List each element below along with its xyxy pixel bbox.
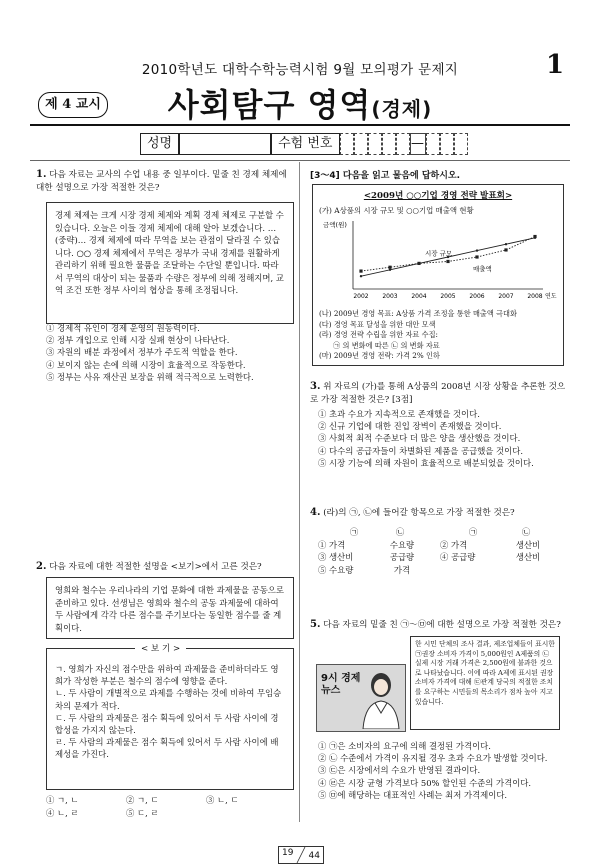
data-point	[446, 260, 449, 263]
data-point	[533, 235, 536, 238]
question-3	[310, 380, 566, 407]
x-tick-label: 2003	[382, 293, 398, 300]
group-header: [3～4] 다음을 읽고 물음에 답하시오.	[310, 171, 461, 181]
q1-passage: 경제 체제는 크게 시장 경제 체제와 계획 경제 체제로 구분할 수 있습니다. 오늘은 이들 경제 체제에 대해 알아 보겠습니다. …(중략)… 경제 체제에 따라 무역을 보는 관점이 달라질 수 있습니다. ○○ 경제 체제에서 무역은 정부가 국내 경제를 원활하게 관리하기 위해 필요한 물품을 조달하는 수단일 뿐입니다. 따라서 무역의 대상이 되는 물품과 수량은 정부에 의해 정해지며, 교역 조건 또한 정부 사이의 협상을 통해 조정됩니다.	[46, 202, 294, 324]
report-title: <2009년 ○○기업 경영 전략 발표회>	[363, 191, 513, 201]
x-tick-label: 2002	[353, 293, 369, 300]
page-number: 1	[546, 50, 565, 80]
q5-option[interactable]: ③ ㉢은 시장에서의 수요가 반영된 결과이다.	[318, 765, 481, 776]
q1-option[interactable]: ④ 보이지 않는 손에 의해 시장이 효율적으로 작동한다.	[46, 359, 246, 370]
news-figure	[316, 636, 566, 732]
data-point	[389, 269, 391, 271]
q1-option[interactable]: ⑤ 정부는 사유 재산권 보장을 위해 적극적으로 노력한다.	[46, 371, 254, 382]
q1-option[interactable]: ③ 자원의 배분 과정에서 정부가 주도적 역할을 한다.	[46, 347, 238, 358]
bogi-item: ㄹ. 두 사람의 과제물은 점수 획득에 있어서 두 사람 사이에 배제성을 가진다.	[55, 737, 279, 760]
q2-bogi-title: < 보 기 >	[135, 642, 186, 654]
subject-sub: (경제)	[371, 97, 433, 121]
bogi-item: ㄴ. 두 사람이 개별적으로 과제를 수행하는 것에 비하여 무임승차의 문제가 적다.	[55, 688, 282, 711]
q3-option[interactable]: ② 신규 기업에 대한 진입 장벽이 존재했을 것이다.	[318, 421, 502, 432]
q4-row	[318, 551, 566, 564]
series-label: 시장 규모	[425, 249, 453, 258]
q4-option-value: 생산비	[515, 552, 541, 562]
data-point	[360, 275, 362, 277]
market-chart	[317, 215, 557, 305]
id-digit-box[interactable]	[440, 133, 454, 155]
id-digit-box[interactable]	[340, 133, 354, 155]
page-footer	[278, 846, 324, 864]
news-text: 한 시민 단체의 조사 결과, 제조업체들이 표시한 ㉠권장 소비자 가격이 5,000원인 A제품의 ㉡실제 시장 거래 가격은 2,500원에 불과한 것으로 나타났습니다. 이에 따라 A제에 표시된 권장 소비자 가격에 대해 ㉢관계 당국의 적절한 조치를 요구하는 시민들의 목소리가 점차 높아 지고 있습니다.	[410, 636, 560, 730]
q2-option[interactable]: ② ㄱ, ㄷ	[126, 795, 159, 805]
q2-number: 2.	[36, 561, 47, 572]
q3-option[interactable]: ④ 다수의 공급자들이 차별화된 제품을 공급했을 것이다.	[318, 445, 523, 456]
question-1	[36, 168, 288, 195]
x-tick-label: 2005	[440, 293, 456, 300]
q1-option[interactable]: ② 정부 개입으로 인해 시장 실패 현상이 나타난다.	[46, 335, 230, 346]
q4-option[interactable]: ② 가격	[440, 539, 468, 550]
report-box	[312, 184, 564, 366]
q3-stem: 위 자료의 (가)를 통해 A상품의 2008년 시장 상황을 추론한 것으로 가장 적절한 것은? [3점]	[310, 382, 566, 405]
data-point	[359, 269, 362, 272]
series-label: 매출액	[473, 265, 492, 273]
id-digit-box[interactable]	[426, 133, 440, 155]
id-digit-box[interactable]	[396, 133, 410, 155]
q2-stem: 다음 자료에 대한 적절한 설명을 <보기>에서 고른 것은?	[49, 562, 262, 572]
data-point	[417, 262, 420, 265]
footer-page: 19	[282, 848, 294, 858]
name-label: 성명	[140, 133, 179, 155]
data-point	[388, 266, 391, 269]
q4-stem: (라)의 ㉠, ㉡에 들어갈 항목으로 가장 적절한 것은?	[323, 508, 515, 518]
q4-option[interactable]: ③ 생산비	[318, 552, 354, 562]
y-axis-label: 금액(원)	[323, 221, 347, 229]
column-divider	[299, 162, 300, 822]
session-badge: 제 4 교시	[38, 92, 108, 118]
q4-options	[318, 526, 566, 576]
q5-option[interactable]: ④ ㉣은 시장 균형 가격보다 50% 할인된 수준의 가격이다.	[318, 777, 532, 788]
name-field[interactable]	[179, 133, 271, 155]
data-point	[475, 255, 478, 258]
q2-option[interactable]: ① ㄱ, ㄴ	[46, 795, 79, 805]
x-tick-label: 2007	[498, 293, 514, 300]
report-items	[319, 309, 517, 362]
candidate-id-row	[140, 133, 468, 153]
report-item-ga: (가) A상품의 시장 규모 및 ○○기업 매출액 현황	[319, 206, 474, 215]
sub-rule	[30, 160, 570, 161]
q4-col-header: ㉡	[521, 527, 531, 537]
q2-passage: 영희와 철수는 우리나라의 기업 문화에 대한 과제물을 공동으로 준비하고 있다. 선생님은 영희와 철수의 공동 과제물에 대하여 두 사람에게 각각 다른 점수를 주기보다는 동일한 점수를 줄 계획이다.	[46, 577, 294, 639]
id-digit-box[interactable]	[354, 133, 368, 155]
q5-option[interactable]: ① ㉠은 소비자의 요구에 의해 결정된 가격이다.	[318, 741, 491, 751]
report-item-ma: (마) 2009년 경영 전략: 가격 2% 인하	[319, 351, 440, 360]
x-tick-label: 2008	[527, 293, 543, 300]
q4-col-header: ㉡	[395, 527, 405, 537]
q1-option[interactable]: ① 경제적 유인이 경제 운영의 원동력이다.	[46, 323, 200, 333]
q2-options	[46, 794, 286, 820]
q5-option[interactable]: ⑤ ㉤에 해당하는 대표적인 사례는 최저 가격제이다.	[318, 789, 508, 800]
q5-stem: 다음 자료의 밑줄 친 ㉠～㉤에 대한 설명으로 가장 적절한 것은?	[323, 620, 561, 630]
subject-title	[0, 80, 600, 126]
q4-option[interactable]: ④ 공급량	[440, 552, 476, 562]
q3-option[interactable]: ③ 사회적 최적 수준보다 더 많은 양을 생산했을 것이다.	[318, 433, 521, 444]
q2-option[interactable]: ⑤ ㄷ, ㄹ	[126, 808, 159, 818]
id-label: 수험 번호	[271, 133, 339, 155]
q2-bogi-box	[46, 648, 294, 790]
news-screen	[316, 664, 406, 732]
news-label: 9시 경제 뉴스	[321, 673, 361, 696]
anchor-icon	[359, 669, 403, 729]
report-item-na: (나) 2009년 경영 목표: A상품 가격 조정을 통한 매출액 극대화	[319, 309, 517, 318]
q4-option-value: 수요량	[389, 539, 415, 550]
q5-option[interactable]: ② ㉡ 수준에서 가격이 유지될 경우 초과 수요가 발생할 것이다.	[318, 753, 548, 764]
q2-option[interactable]: ③ ㄴ, ㄷ	[206, 795, 239, 805]
q1-options	[46, 322, 296, 383]
q4-option[interactable]: ⑤ 수요량	[318, 564, 354, 575]
id-dash: —	[410, 133, 426, 155]
bogi-item: ㄷ. 두 사람의 과제물은 점수 획득에 있어서 두 사람 사이에 경합성을 가지지 않는다.	[55, 712, 279, 736]
q4-option[interactable]: ① 가격	[318, 539, 346, 550]
report-item-da: (다) 경영 목표 달성을 위한 대안 모색	[319, 319, 436, 329]
report-item-ra: (라) 경영 전략 수립을 위한 자료 수집:	[319, 330, 438, 339]
q4-row	[318, 539, 566, 552]
q4-col-header: ㉠	[468, 527, 478, 537]
q1-number: 1.	[36, 169, 47, 180]
q4-option-value: 생산비	[515, 539, 541, 550]
x-axis-label: 연도	[545, 293, 557, 300]
id-digit-box[interactable]	[454, 133, 468, 155]
q5-number: 5.	[310, 619, 321, 630]
q4-option-value: 가격	[393, 564, 411, 575]
q3-number: 3.	[310, 381, 321, 392]
q3-option[interactable]: ⑤ 시장 기능에 의해 자원이 효율적으로 배분되었을 것이다.	[318, 457, 534, 468]
q4-number: 4.	[310, 507, 321, 518]
x-tick-label: 2004	[411, 293, 427, 300]
q1-stem: 다음 자료는 교사의 수업 내용 중 일부이다. 밑줄 친 경제 체제에 대한 설명으로 가장 적절한 것은?	[36, 170, 287, 193]
q5-options	[318, 740, 568, 801]
x-tick-label: 2006	[469, 293, 485, 300]
id-digit-box[interactable]	[368, 133, 382, 155]
id-digit-box[interactable]	[382, 133, 396, 155]
data-point	[476, 249, 478, 251]
q3-option[interactable]: ① 초과 수요가 지속적으로 존재했을 것이다.	[318, 409, 480, 419]
q4-row	[318, 564, 566, 577]
exam-title: 2010학년도 대학수학능력시험 9월 모의평가 문제지	[141, 62, 459, 78]
q3-options	[318, 408, 568, 469]
data-point	[504, 248, 507, 251]
footer-total: 44	[308, 851, 320, 861]
header-rule	[30, 124, 570, 126]
question-5	[310, 618, 566, 632]
q4-option-value: 공급량	[389, 552, 415, 562]
bogi-item: ㄱ. 영희가 자신의 점수만을 위하여 과제물을 준비하더라도 영희가 작성한 부분은 철수의 점수에 영향을 준다.	[55, 664, 279, 687]
subject-name: 사회탐구 영역	[167, 86, 372, 124]
q4-col-header: ㉠	[349, 527, 359, 537]
question-4	[310, 506, 566, 520]
question-2	[36, 560, 288, 574]
data-point	[505, 243, 507, 245]
q2-option[interactable]: ④ ㄴ, ㄹ	[46, 808, 79, 818]
report-item-ra2: ㉠ 의 변화에 따른 ㉡ 의 변화 자료	[333, 340, 440, 350]
